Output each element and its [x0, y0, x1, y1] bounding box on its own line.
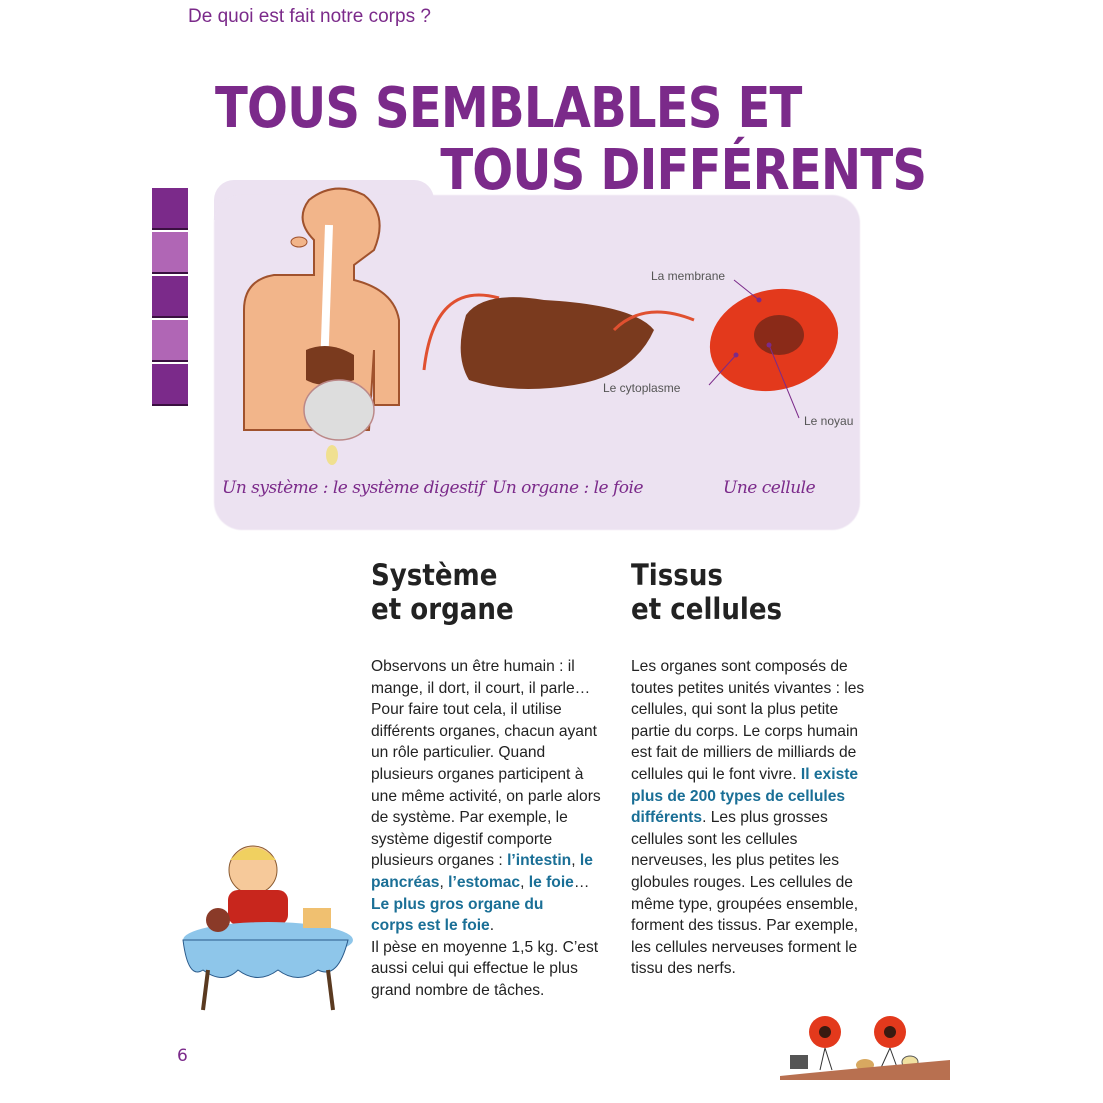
- body-text-systeme: [371, 656, 611, 1002]
- highlight: le pancréas: [371, 852, 593, 891]
- chapter-tab: [152, 364, 188, 406]
- chapter-tab: [152, 232, 188, 274]
- text: ,: [520, 873, 529, 891]
- label-cytoplasme: Le cytoplasme: [603, 381, 681, 395]
- caption-organe: Un organe : le foie: [492, 478, 644, 498]
- text: Les organes sont composés de toutes petites unités vivantes : les cellules, qui sont la plus petite partie du corps. Le corps humain est fait de milliers de milliards de cellules qui le font vivre.: [631, 658, 865, 783]
- title-line-2: TOUS DIFFÉRENTS: [440, 138, 927, 203]
- paragraph: [631, 656, 869, 980]
- text: ,: [571, 852, 580, 870]
- highlight: l’intestin: [507, 852, 572, 870]
- cell-illustration: [698, 275, 849, 418]
- chapter-tabs: [152, 188, 188, 408]
- child-eating-illustration: [178, 820, 353, 1015]
- label-membrane: La membrane: [651, 269, 726, 283]
- chapter-tab: [152, 276, 188, 318]
- chapter-tab: [152, 188, 188, 230]
- highlight: l’estomac: [448, 873, 521, 891]
- text: ,: [439, 873, 449, 891]
- title-line-1: TOUS SEMBLABLES ET: [215, 76, 802, 141]
- caption-systeme: Un système : le système digestif: [222, 478, 485, 498]
- label-noyau: Le noyau: [804, 414, 854, 428]
- heading-line: et cellules: [631, 592, 783, 626]
- text: .: [489, 917, 495, 935]
- text: Observons un être humain : il mange, il dort, il court, il parle… Pour faire tout cela, il utilise différents organes, chacun ayant un rôle particulier. Quand plusieurs organes participent à une même activité, on parle alors de système. Par exemple, le système digestif comporte plusieurs organes :: [371, 658, 601, 870]
- cells-walking-illustration: [780, 1010, 955, 1080]
- paragraph: Il pèse en moyenne 1,5 kg. C’est aussi celui qui effectue le plus grand nombre de tâches.: [371, 938, 599, 999]
- highlight: Il existe plus de 200 types de cellules différents: [631, 765, 859, 827]
- heading-line: Système: [371, 558, 498, 592]
- caption-cellule: Une cellule: [723, 478, 816, 498]
- highlight: le foie: [528, 873, 574, 891]
- heading-line: Tissus: [631, 558, 723, 592]
- liver-illustration: [461, 297, 654, 389]
- chapter-tab: [152, 320, 188, 362]
- paragraph: [371, 656, 611, 894]
- highlight: Le plus gros organe du corps est le foie: [371, 895, 544, 935]
- text: . Les plus grosses cellules sont les cellules nerveuses, les plus petites les globules rouges. Les cellules de même type, groupées ensemble, forment des tissus. Par exemple, les cellules nerveuses forment le tissu des nerfs.: [631, 809, 859, 978]
- page-number: 6: [177, 1046, 188, 1066]
- body-text-tissus: [631, 656, 869, 980]
- section-heading-systeme: [371, 558, 514, 626]
- running-header: De quoi est fait notre corps ?: [188, 6, 431, 27]
- digestion-illustration: [214, 180, 874, 480]
- human-body-illustration: [244, 189, 399, 465]
- paragraph: [371, 894, 551, 937]
- section-heading-tissus: [631, 558, 782, 626]
- heading-line: et organe: [371, 592, 514, 626]
- text: …: [573, 873, 590, 891]
